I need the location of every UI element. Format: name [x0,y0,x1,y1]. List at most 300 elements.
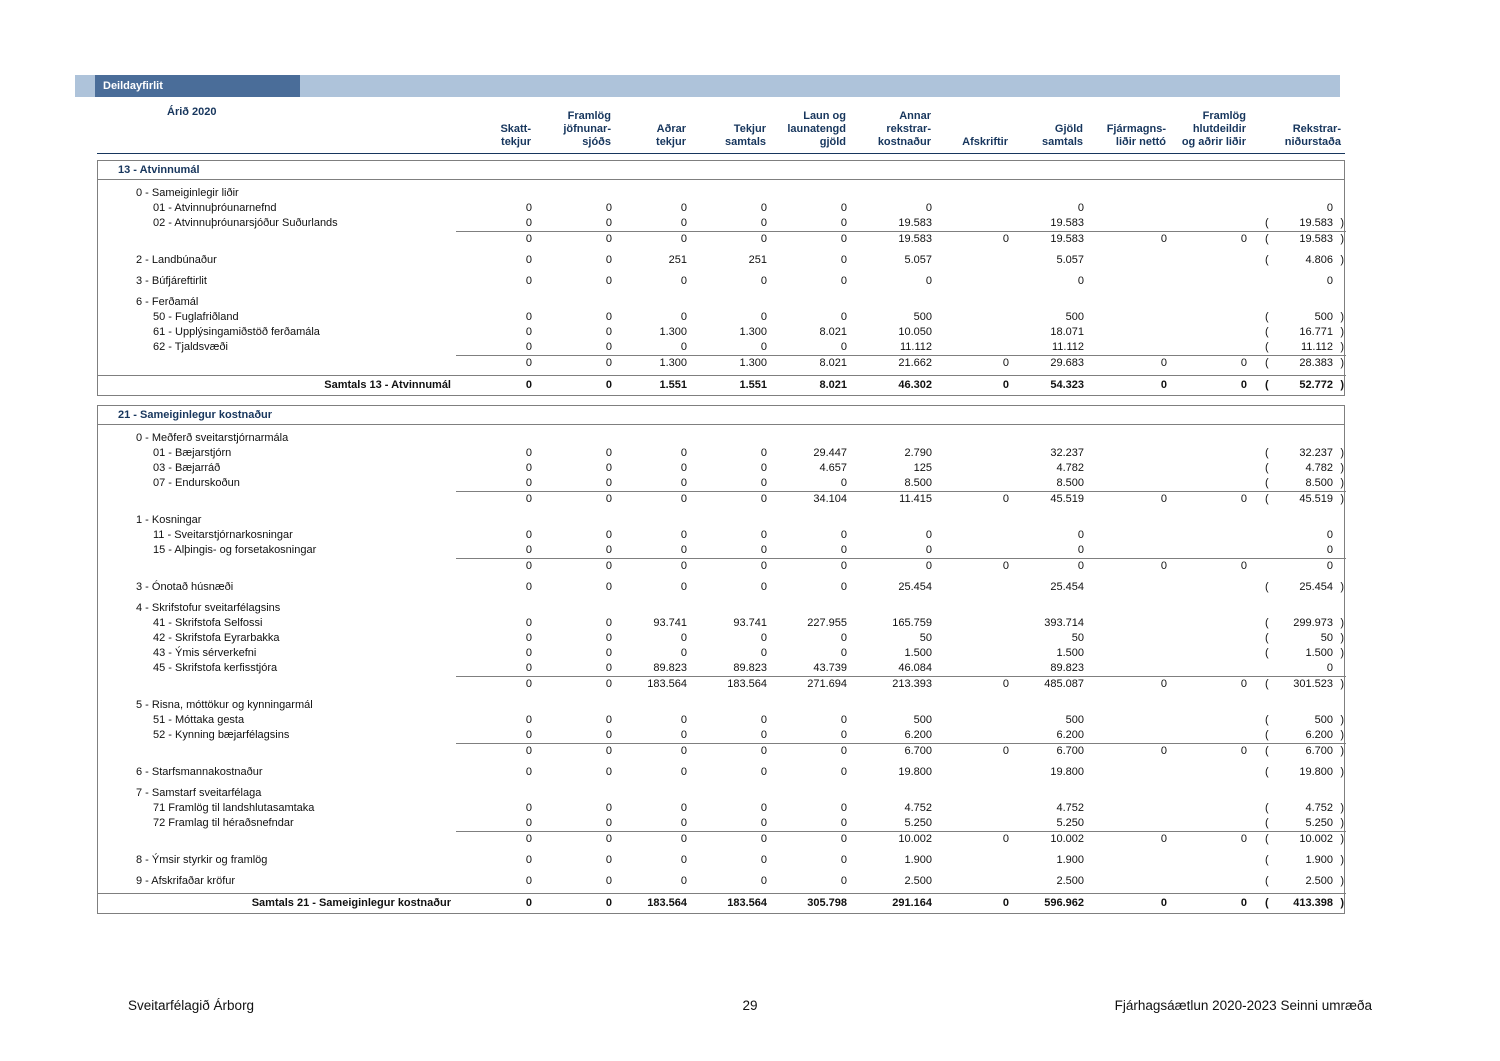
table-row [98,631,1344,646]
cell: 0 [760,275,767,287]
cell: 1.500 [1056,647,1084,659]
cell: 0 [1169,231,1249,247]
row-label: 51 - Móttaka gesta [153,714,245,726]
paren-open: ( [1265,766,1269,778]
cell [1169,216,1249,231]
cell [1169,476,1249,491]
cell: 0 [1169,558,1249,574]
cell: 0 [525,326,532,338]
table-sections [97,160,1345,914]
cell: 0 [456,676,534,692]
cell [849,786,934,801]
paren-open: ( [1265,678,1269,690]
row-label [98,676,456,692]
column-header [533,110,613,149]
cell: 0 [456,893,534,913]
value: 2.500 [1305,875,1333,887]
cell: 0 [1169,375,1249,395]
cell: 34.104 [769,491,849,507]
cell [1086,646,1169,661]
cell [934,601,1011,616]
cell: 4.752 [904,802,932,814]
cell: 0 [605,462,612,474]
cell [1086,631,1169,646]
table-row [98,853,1344,868]
cell [1249,765,1346,780]
value: 4.806 [1305,254,1333,266]
column-header-line: samtals [1042,136,1083,148]
cell [934,801,1011,816]
cell [456,431,534,446]
paren-close: ) [1340,217,1344,229]
paren-close: ) [1340,233,1344,245]
cell: 0 [534,231,614,247]
cell [934,310,1011,325]
cell [1249,801,1346,816]
table-row [98,310,1344,325]
cell: 19.583 [1050,217,1084,229]
cell [1169,580,1249,595]
cell: 89.823 [653,662,687,674]
cell [1249,253,1346,268]
paren-close: ) [1340,311,1344,323]
cell: 0 [760,854,767,866]
cell: 500 [1065,714,1084,726]
cell: 0 [680,447,687,459]
cell: 0 [1077,202,1084,214]
cell: 0 [525,529,532,541]
row-label: 43 - Ýmis sérverkefni [153,647,257,659]
cell [934,461,1011,476]
cell [934,713,1011,728]
cell [1011,786,1086,801]
section-total-row [98,893,1344,913]
table-row [98,713,1344,728]
column-header-line: gjöld [819,136,846,148]
row-label: Samtals 21 - Sameiginlegur kostnaður [98,893,456,913]
paren-open: ( [1265,833,1269,845]
cell [1169,325,1249,340]
cell [614,295,689,310]
column-header-line: Rekstrar- [1292,123,1341,135]
paren-open: ( [1265,326,1269,338]
cell: 45.519 [1011,491,1086,507]
paren-open: ( [1265,477,1269,489]
cell [1086,580,1169,595]
cell: 0 [525,254,532,266]
table-row [98,295,1344,310]
cell: 5.250 [1056,817,1084,829]
cell: 0 [605,581,612,593]
paren-close [1333,786,1344,801]
cell: 54.323 [1011,375,1086,395]
row-label: 45 - Skrifstofa kerfisstjóra [153,662,278,674]
cell: 0 [525,202,532,214]
cell [1169,728,1249,743]
paren-close [1333,513,1344,528]
cell: 0 [1086,231,1169,247]
table-row [98,874,1344,889]
cell: 6.700 [849,743,934,759]
cell [1169,601,1249,616]
cell: 1.300 [689,355,769,371]
cell [934,786,1011,801]
cell: 0 [605,202,612,214]
paren-close: ) [1340,833,1344,845]
cell [934,446,1011,461]
cell [1169,186,1249,201]
cell: 0 [605,729,612,741]
cell [1249,698,1346,713]
paren-close: ) [1340,745,1344,757]
table-row [98,461,1344,476]
row-label: 0 - Meðferð sveitarstjórnarmála [136,432,289,444]
cell [769,601,849,616]
cell [456,295,534,310]
column-header-line: rekstrar- [886,123,931,135]
table-row [98,253,1344,268]
paren-close: ) [1340,326,1344,338]
cell: 93.741 [733,617,767,629]
cell: 11.415 [849,491,934,507]
cell [1249,186,1346,201]
cell: 0 [1169,355,1249,371]
row-label: 50 - Fuglafriðland [153,311,239,323]
cell: 0 [934,355,1011,371]
cell: 4.752 [1056,802,1084,814]
cell: 0 [680,275,687,287]
cell [1249,375,1346,395]
cell [689,186,769,201]
cell [1169,253,1249,268]
cell [614,186,689,201]
paren-close: ) [1340,647,1344,659]
cell [769,431,849,446]
cell: 0 [934,676,1011,692]
cell: 0 [525,854,532,866]
paren-open: ( [1265,462,1269,474]
cell [934,476,1011,491]
cell: 0 [760,544,767,556]
cell [849,601,934,616]
cell: 0 [525,647,532,659]
paren-open: ( [1265,581,1269,593]
cell: 125 [913,462,932,474]
cell: 0 [525,341,532,353]
cell [1249,325,1346,340]
cell: 0 [605,217,612,229]
cell [1249,340,1346,355]
section-total-row [98,375,1344,395]
cell: 0 [605,647,612,659]
cell: 46.084 [898,662,932,674]
cell: 251 [668,254,687,266]
column-header [1085,123,1168,149]
column-header-line: Aðrar [656,123,686,135]
row-label: 9 - Afskrifaðar kröfur [136,875,236,887]
cell [1169,661,1249,676]
table-row [98,231,1344,247]
cell: 1.300 [614,355,689,371]
cell [456,698,534,713]
paren-close [1333,295,1344,310]
cell: 251 [748,254,767,266]
paren-close: ) [1340,817,1344,829]
paren-close: ) [1340,462,1344,474]
cell [769,786,849,801]
cell: 25.454 [1050,581,1084,593]
cell: 0 [534,676,614,692]
paren-close [1333,698,1344,713]
cell: 0 [840,202,847,214]
cell: 0 [1086,676,1169,692]
cell [934,513,1011,528]
cell: 1.900 [1056,854,1084,866]
cell: 0 [525,875,532,887]
cell [849,295,934,310]
cell: 0 [605,275,612,287]
cell: 0 [840,766,847,778]
row-label: 07 - Endurskoðun [153,477,240,489]
cell: 0 [525,817,532,829]
column-header-line: Gjöld [1054,123,1083,135]
cell [1249,295,1346,310]
cell [1086,765,1169,780]
cell [614,786,689,801]
cell: 0 [925,529,932,541]
column-header-line: sjóðs [582,136,611,148]
table-row [98,340,1344,355]
cell: 0 [760,202,767,214]
cell: 0 [1169,491,1249,507]
cell [769,698,849,713]
cell: 0 [605,817,612,829]
row-label: 62 - Tjaldsvæði [153,341,228,353]
column-header [1168,110,1248,149]
cell [1249,816,1346,831]
cell [1249,786,1346,801]
paren-open: ( [1265,341,1269,353]
cell: 0 [525,714,532,726]
value: 5.250 [1305,817,1333,829]
cell [689,513,769,528]
column-header [933,136,1010,149]
cell [456,786,534,801]
cell: 0 [605,662,612,674]
row-label: 41 - Skrifstofa Selfossi [153,617,263,629]
cell: 0 [1086,893,1169,913]
cell [1249,601,1346,616]
cell [1086,476,1169,491]
cell: 0 [456,375,534,395]
cell [934,616,1011,631]
cell [934,853,1011,868]
cell: 19.800 [1050,766,1084,778]
cell: 19.800 [898,766,932,778]
cell [1249,616,1346,631]
cell: 0 [1077,544,1084,556]
cell: 43.739 [813,662,847,674]
cell: 183.564 [614,676,689,692]
cell: 19.583 [1011,231,1086,247]
table-row [98,728,1344,743]
cell: 0 [605,341,612,353]
cell [1249,646,1346,661]
table-row [98,325,1344,340]
paren-close [1333,431,1344,446]
cell [1249,216,1346,231]
row-label: 42 - Skrifstofa Eyrarbakka [153,632,280,644]
cell: 0 [1077,529,1084,541]
cell [1249,831,1346,847]
paren-open: ( [1265,254,1269,266]
cell: 1.551 [689,375,769,395]
table-row [98,274,1344,289]
cell [934,528,1011,543]
cell: 8.021 [769,355,849,371]
cell [1249,893,1346,913]
cell [1169,874,1249,889]
paren-close [1333,601,1344,616]
cell [1169,201,1249,216]
cell [1169,801,1249,816]
cell [849,698,934,713]
cell: 0 [614,558,689,574]
cell [456,601,534,616]
table-row [98,355,1344,371]
column-header-line: kostnaður [877,136,931,148]
cell: 93.741 [653,617,687,629]
column-header-line: og aðrir liðir [1181,136,1246,148]
cell: 0 [760,647,767,659]
paren-close [1333,661,1344,676]
cell [1169,274,1249,289]
cell [934,874,1011,889]
paren-close [1333,528,1344,543]
paren-close: ) [1340,854,1344,866]
cell: 0 [840,529,847,541]
cell: 0 [1086,375,1169,395]
row-label [98,743,456,759]
cell [614,698,689,713]
row-label: 52 - Kynning bæjarfélagsins [153,729,290,741]
column-header-line: tekjur [501,136,531,148]
cell: 0 [525,632,532,644]
cell: 0 [525,217,532,229]
column-header-line: Afskriftir [962,136,1008,148]
cell: 0 [534,375,614,395]
cell [534,698,614,713]
cell [1249,231,1346,247]
cell [849,431,934,446]
cell [1011,601,1086,616]
cell [934,325,1011,340]
paren-close: ) [1340,493,1344,505]
cell [1011,698,1086,713]
cell: 393.714 [1044,617,1084,629]
cell: 0 [605,529,612,541]
cell: 0 [680,714,687,726]
cell [1086,274,1169,289]
value: 19.583 [1299,233,1333,245]
cell: 0 [760,817,767,829]
cell [934,816,1011,831]
footer-organization: Sveitarfélagið Árborg [128,998,255,1013]
row-label: 72 Framlag til héraðsnefndar [153,817,294,829]
cell: 0 [605,544,612,556]
cell: 0 [680,217,687,229]
cell: 0 [689,558,769,574]
cell: 0 [760,529,767,541]
paren-close: ) [1340,357,1344,369]
cell [1086,431,1169,446]
row-label: 6 - Starfsmannakostnaður [136,766,263,778]
cell [1011,295,1086,310]
cell: 0 [840,217,847,229]
paren-open: ( [1265,714,1269,726]
cell: 0 [525,729,532,741]
paren-close: ) [1340,678,1344,690]
cell [1249,528,1346,543]
cell [1011,513,1086,528]
table-row [98,513,1344,528]
paren-close [1333,201,1344,216]
paren-close [1333,274,1344,289]
paren-open: ( [1265,875,1269,887]
cell: 89.823 [1050,662,1084,674]
cell [1249,543,1346,558]
cell: 0 [680,632,687,644]
cell [689,698,769,713]
cell: 0 [680,875,687,887]
table-row [98,186,1344,201]
paren-close: ) [1340,714,1344,726]
cell [1086,340,1169,355]
cell: 0 [760,477,767,489]
cell: 0 [680,462,687,474]
cell: 0 [769,831,849,847]
value: 45.519 [1299,493,1333,505]
cell [1169,528,1249,543]
cell: 0 [605,802,612,814]
value: 6.200 [1305,729,1333,741]
cell: 0 [456,558,534,574]
cell: 1.300 [739,326,767,338]
cell: 0 [1169,743,1249,759]
footer-page-number: 29 [742,998,758,1013]
paren-close [1333,186,1344,201]
cell [689,601,769,616]
paren-open: ( [1265,745,1269,757]
cell: 8.500 [1056,477,1084,489]
department-overview-table [97,104,1345,914]
cell: 19.583 [849,231,934,247]
cell: 0 [1086,355,1169,371]
paren-open: ( [1265,311,1269,323]
row-label: 3 - Búfjáreftirlit [136,275,207,287]
cell: 0 [525,275,532,287]
cell: 0 [840,647,847,659]
row-label [98,355,456,371]
cell: 291.164 [849,893,934,913]
cell [534,601,614,616]
cell: 0 [525,766,532,778]
paren-open: ( [1265,897,1269,909]
cell: 0 [525,544,532,556]
table-row [98,646,1344,661]
column-header-line: launatengd [787,123,846,135]
cell: 21.662 [849,355,934,371]
